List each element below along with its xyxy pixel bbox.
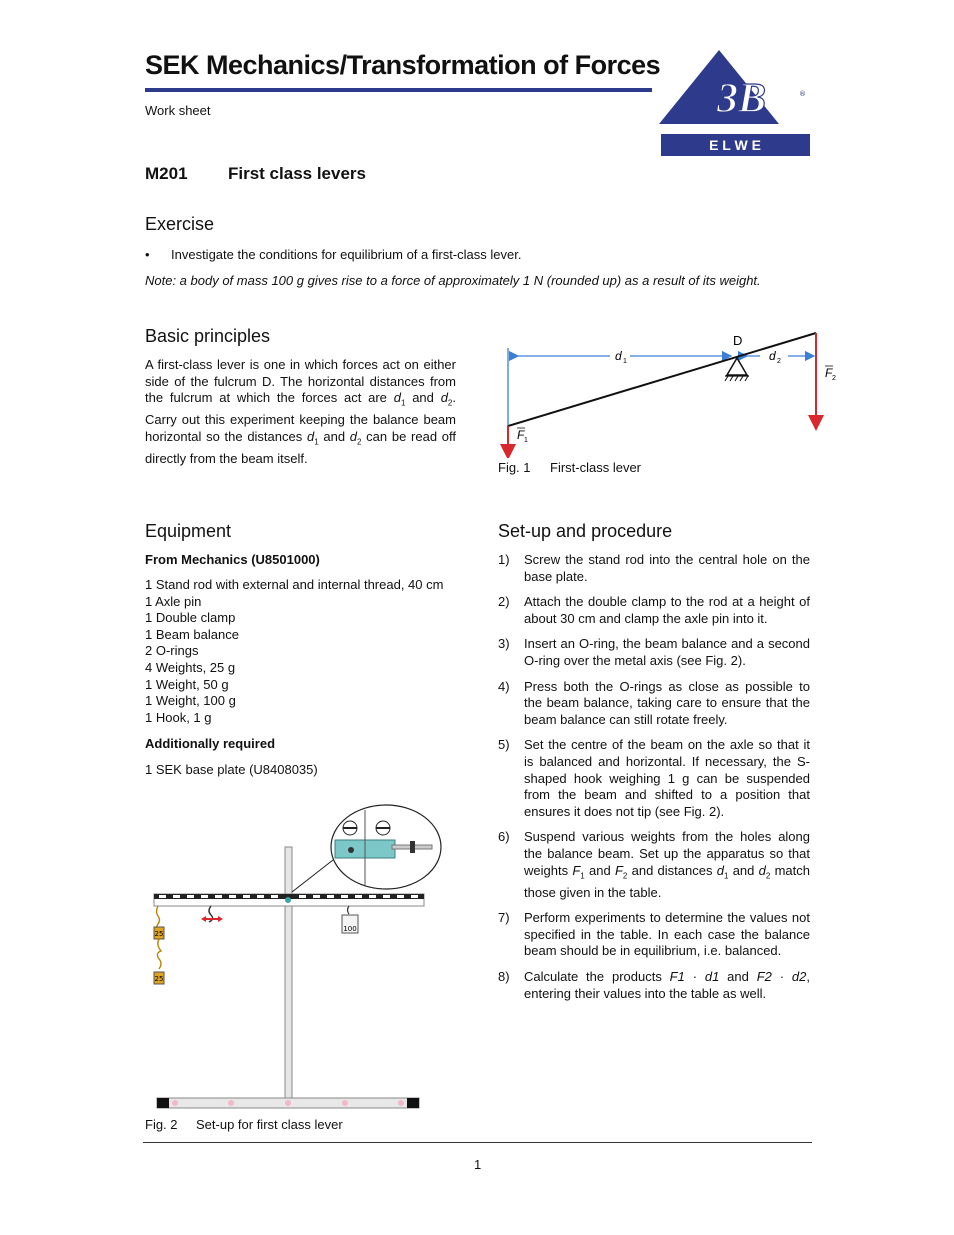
procedure-step <box>498 679 810 729</box>
step-number: 1) <box>498 552 510 567</box>
step6-d1: d <box>716 862 724 878</box>
equipment-heading: Equipment <box>145 521 232 541</box>
step6-and1: and <box>584 862 615 878</box>
step6-F1: F <box>572 862 581 878</box>
equipment-item: 1 Stand rod with external and internal thread, 40 cm <box>145 577 444 592</box>
equipment-item: 1 Hook, 1 g <box>145 709 212 725</box>
exercise-code: M201 <box>145 164 188 183</box>
step8-text-a: Calculate the products <box>524 969 670 985</box>
stand-rod <box>285 847 292 1099</box>
equipment-item: 1 Weight, 50 g <box>145 676 229 692</box>
basic-text <box>145 357 456 468</box>
basic-d1b: d <box>306 428 315 444</box>
step6-F2: F <box>614 862 623 878</box>
equipment-item: 1 Beam balance <box>145 626 239 642</box>
footer-rule <box>143 1142 812 1143</box>
fig1-caption-text: First-class lever <box>550 460 642 475</box>
basic-d2: d <box>440 390 448 406</box>
label-F1: F <box>517 428 525 442</box>
exercise-note: Note: a body of mass 100 g gives rise to a force of approximately 1 N (rounded up) as a result of its weight. <box>145 273 761 288</box>
additional-item: 1 SEK base plate (U8408035) <box>145 762 318 777</box>
fig2-caption-num: Fig. 2 <box>145 1117 178 1132</box>
step-text: Perform experiments to determine the values not specified in the table. In each case the balance beam should be in equilibrium, i.e. balanced. <box>524 910 810 959</box>
step6-F1-sub: 1 <box>580 871 585 881</box>
page-title: SEK Mechanics/Transformation of Forces <box>145 50 661 80</box>
label-d1: d <box>615 349 622 363</box>
basic-d1: d <box>393 390 401 406</box>
page-number: 1 <box>474 1157 482 1172</box>
step8-product1: F1 · d1 <box>669 969 720 985</box>
weight-25-lower-label: 25 <box>154 975 164 983</box>
equipment-item: 1 Double clamp <box>145 610 236 626</box>
step-number: 3) <box>498 636 510 652</box>
step-text <box>524 969 810 1002</box>
step-number: 7) <box>498 910 510 926</box>
procedure-step <box>498 910 810 960</box>
step-number: 5) <box>498 737 510 753</box>
equipment-item: 4 Weights, 25 g <box>145 659 236 675</box>
equipment-item: 1 Axle pin <box>145 593 202 609</box>
step6-d1-sub: 1 <box>723 871 729 881</box>
procedure-step <box>498 636 810 669</box>
procedure-step <box>498 594 810 627</box>
label-F2-sub: 2 <box>832 375 836 382</box>
basic-sub2b: 2 <box>357 437 362 447</box>
basic-heading: Basic principles <box>145 326 271 346</box>
page-subtitle: Work sheet <box>145 103 211 118</box>
weight-100-label: 100 <box>343 925 357 933</box>
basic-sub1b: 1 <box>314 437 319 447</box>
exercise-heading: Exercise <box>145 214 215 234</box>
step6-d2: d <box>758 862 766 878</box>
fig2-caption-text: Set-up for first class lever <box>196 1117 343 1132</box>
equipment-from-label: From Mechanics (U8501000) <box>145 552 320 567</box>
exercise-bullet <box>145 247 810 264</box>
exercise-bullet-text: Investigate the conditions for equilibrium of a first-class lever. <box>171 247 522 262</box>
basic-sub2: 2 <box>447 398 453 408</box>
exercise-title: First class levers <box>228 164 366 183</box>
step-text: Screw the stand rod into the central hole on the base plate. <box>524 552 810 584</box>
step-text <box>524 829 810 901</box>
step-number: 4) <box>498 678 510 694</box>
label-d2-sub: 2 <box>777 358 781 365</box>
additional-label: Additionally required <box>145 736 276 751</box>
basic-and: and <box>405 390 441 406</box>
step6-and2: and <box>728 862 759 878</box>
step8-text-b: , entering their values into the table as well. <box>524 969 810 1001</box>
logo-registered: ® <box>799 90 806 98</box>
step8-product2: F2 · d2 <box>756 969 807 985</box>
step6-text-a: Suspend various weights from the holes along the balance beam. Set up the apparatus so that weights <box>524 829 810 878</box>
basic-d2b: d <box>349 428 358 444</box>
label-F2: F <box>825 366 833 380</box>
step6-text-b: and distances <box>627 862 717 878</box>
bullet-dot: • <box>145 247 150 262</box>
step6-text-c: match those given in the table. <box>524 862 810 900</box>
step8-and: and <box>719 969 757 985</box>
fig1-caption-num: Fig. 1 <box>498 460 531 475</box>
fig2-diagram <box>145 800 455 1115</box>
logo-brand-text: E L W E <box>709 137 761 153</box>
basic-sub1: 1 <box>400 398 406 408</box>
elwe-logo <box>659 50 811 158</box>
equipment-item: 1 Weight, 100 g <box>145 693 236 709</box>
step-text: Attach the double clamp to the rod at a height of about 30 cm and clamp the axle pin into it. <box>524 594 810 626</box>
step-number: 8) <box>498 969 510 985</box>
label-D: D <box>733 333 743 348</box>
step-number: 2) <box>498 594 510 610</box>
title-rule <box>145 88 652 92</box>
fig1-diagram <box>498 328 838 458</box>
procedure-heading: Set-up and procedure <box>498 521 673 541</box>
basic-text-b: . Carry out this experiment keeping the balance beam horizontal so the distances <box>145 390 456 444</box>
procedure-list <box>498 552 810 1011</box>
procedure-step <box>498 552 810 585</box>
basic-text-a: A first-class lever is one in which forces act on either side of the fulcrum D. The horizontal distances from the fulcrum at which the forces act are <box>145 357 456 406</box>
logo-3b-text: 3B <box>717 76 767 122</box>
label-d2: d <box>769 349 776 363</box>
fulcrum-triangle <box>727 358 747 375</box>
step6-F2-sub: 2 <box>622 871 628 881</box>
step-number: 6) <box>498 829 510 845</box>
procedure-step <box>498 969 810 1002</box>
label-F1-sub: 1 <box>524 437 528 444</box>
weight-25-upper-label: 25 <box>154 930 164 938</box>
procedure-step <box>498 829 810 901</box>
procedure-step <box>498 737 810 820</box>
step6-d2-sub: 2 <box>765 871 771 881</box>
step-text: Press both the O-rings as close as possible to the beam balance, taking care to ensure that the beam balance can still rotate freely. <box>524 678 810 727</box>
equipment-item: 2 O-rings <box>145 643 199 659</box>
equipment-list <box>145 577 465 726</box>
step-text: Insert an O-ring, the beam balance and a second O-ring over the metal axis (see Fig. 2). <box>524 636 810 668</box>
basic-and-b: and <box>318 428 350 444</box>
basic-text-c: can be read off directly from the beam itself. <box>145 428 456 467</box>
lever-beam <box>508 333 816 426</box>
label-d1-sub: 1 <box>623 358 627 365</box>
step-text: Set the centre of the beam on the axle so that it is balanced and horizontal. If necessary, the S-shaped hook weighing 1 g can be suspended from the beam and shifted to a position that ensures it does not tip (see Fig. 2). <box>524 737 810 819</box>
